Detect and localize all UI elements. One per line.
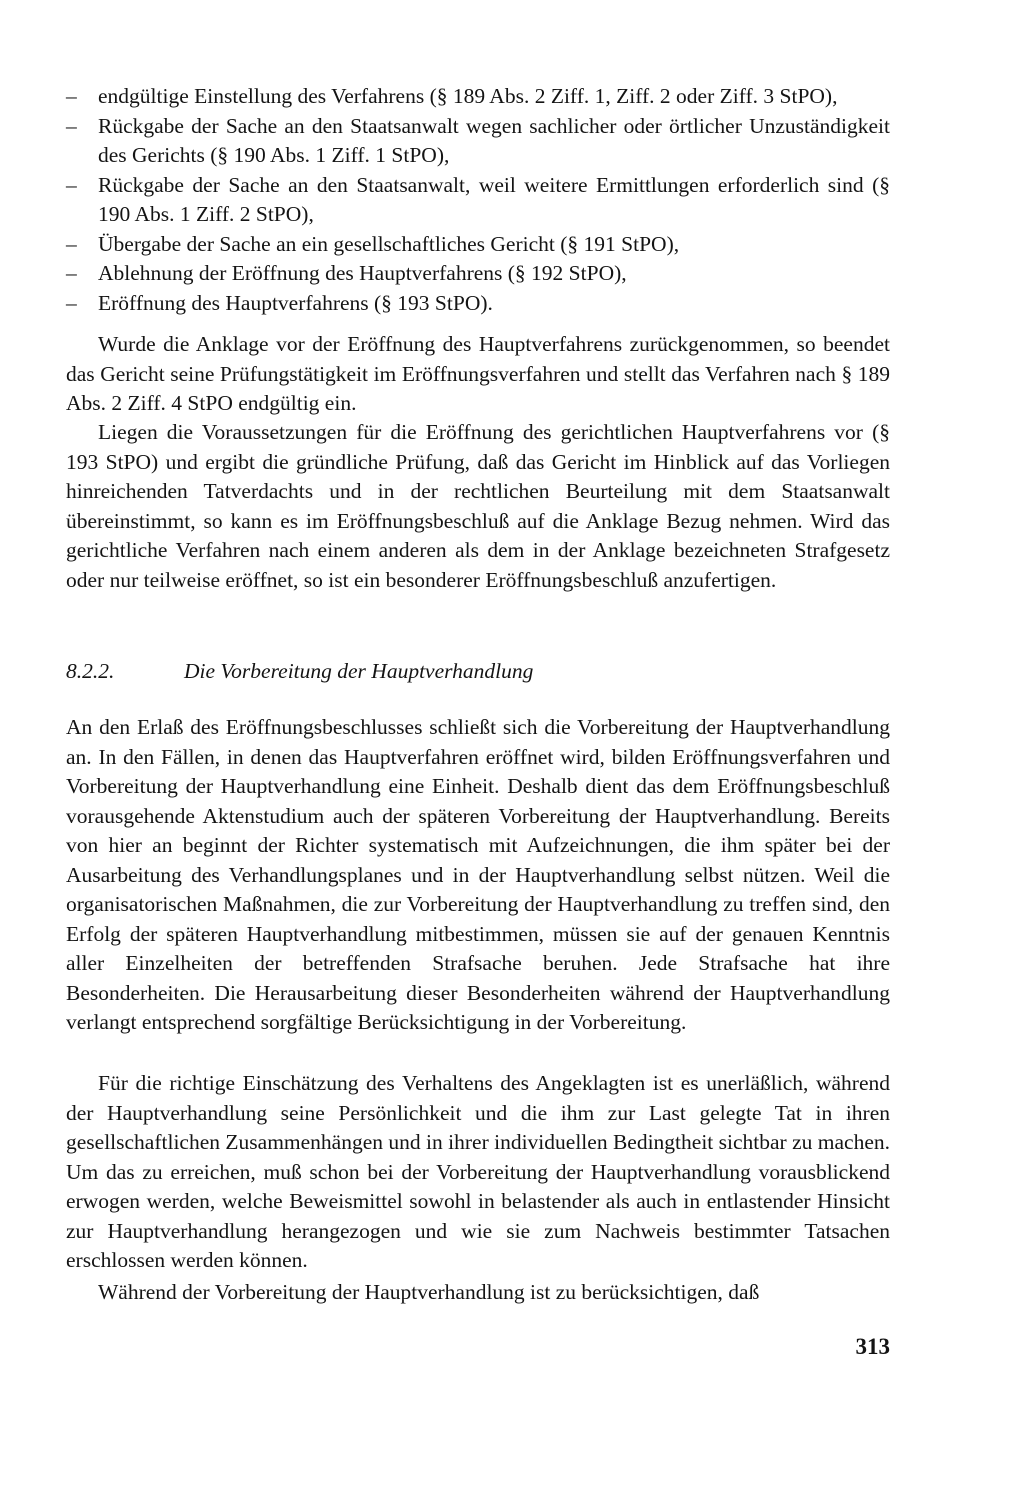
list-item-text: Ablehnung der Eröffnung des Hauptverfahrens (§ 192 StPO), [98, 261, 627, 285]
list-dash: – [66, 290, 77, 315]
list-item-text: Übergabe der Sache an ein gesellschaftliches Gericht (§ 191 StPO), [98, 231, 680, 256]
list-item [66, 289, 890, 319]
list-item [66, 259, 890, 289]
list-item [66, 171, 890, 230]
list-item-text: endgültige Einstellung des Verfahrens (§ 189 Abs. 2 Ziff. 1, Ziff. 2 oder Ziff. 3 StPO), [98, 84, 838, 108]
list-item [66, 82, 890, 112]
list-item [66, 230, 890, 260]
section-number: 8.2.2. [66, 659, 115, 683]
list-dash: – [66, 231, 77, 256]
list-item-text: Eröffnung des Hauptverfahrens (§ 193 StPO). [98, 290, 493, 315]
decision-list [66, 82, 890, 318]
page-number: 313 [855, 1334, 890, 1359]
list-dash: – [66, 84, 77, 108]
list-item [66, 112, 890, 171]
list-item-text: Rückgabe der Sache an den Staatsanwalt wegen sachlicher oder örtlicher Unzuständigkeit des Gerichts (§ 190 Abs. 1 Ziff. 1 StPO), [98, 113, 890, 167]
paragraph-assessment: Für die richtige Einschätzung des Verhaltens des Angeklagten ist es unerläßlich, während der Hauptverhandlung seine Persönlichkeit und die ihm zur Last gelegte Tat in ihren gesellschaftlichen Zusammenhängen und in ihrer individuellen Bedingtheit sichtbar zu machen. Um das zu erreichen, muß schon bei der Vorbereitung der Hauptverhandlung vorausblickend erwogen werden, welche Beweismittel sowohl in belastender als auch in entlastender Hinsicht zur Hauptverhandlung herangezogen und wie sie zum Nachweis bestimmter Tatsachen erschlossen werden können. [66, 1071, 890, 1272]
paragraph-consideration: Während der Vorbereitung der Hauptverhandlung ist zu berücksichtigen, daß [98, 1280, 760, 1304]
paragraph-preparation: An den Erlaß des Eröffnungsbeschlusses schließt sich die Vorbereitung der Hauptverhandlung an. In den Fällen, in denen das Hauptverfahren eröffnet wird, bilden Eröffnungsverfahren und Vorbereitung der Hauptverhandlung eine Einheit. Deshalb dient das dem Eröffnungsbeschluß vorausgehende Aktenstudium auch der späteren Vorbereitung der Hauptverhandlung. Bereits von hier an beginnt der Richter systematisch mit Aufzeichnungen, die ihm später bei der Ausarbeitung des Verhandlungsplanes und in der Hauptverhandlung selbst nützen. Weil die organisatorischen Maßnahmen, die zur Vorbereitung der Hauptverhandlung zu treffen sind, den Erfolg der späteren Hauptverhandlung mitbestimmen, müssen sie auf der genauen Kenntnis aller Einzelheiten der betreffenden Strafsache beruhen. Jede Strafsache hat ihre Besonderheiten. Die Herausarbeitung dieser Besonderheiten während der Hauptverhandlung verlangt entsprechend sorgfältige Berücksichtigung in der Vorbereitung. [66, 715, 890, 1034]
paragraph-opening-decision: Liegen die Voraussetzungen für die Eröffnung des gerichtlichen Hauptverfahrens vor (§ 193 StPO) und ergibt die gründliche Prüfung, daß das Gericht im Hinblick auf das Vorliegen hinreichenden Tatverdachts und in der rechtlichen Beurteilung mit dem Staatsanwalt übereinstimmt, so kann es im Eröffnungsbeschluß auf die Anklage Bezug nehmen. Wird das gerichtliche Verfahren nach einem anderen als dem in der Anklage bezeichneten Strafgesetz oder nur teilweise eröffnet, so ist ein besonderer Eröffnungsbeschluß anzufertigen. [66, 420, 890, 592]
list-item-text: Rückgabe der Sache an den Staatsanwalt, weil weitere Ermittlungen erforderlich sind (§ 190 Abs. 1 Ziff. 2 StPO), [98, 172, 890, 226]
list-dash: – [66, 113, 77, 138]
list-dash: – [66, 261, 77, 285]
list-dash: – [66, 172, 77, 197]
paragraph-withdrawal: Wurde die Anklage vor der Eröffnung des Hauptverfahrens zurückgenommen, so beendet das Gericht seine Prüfungstätigkeit im Eröffnungsverfahren und stellt das Verfahren nach § 189 Abs. 2 Ziff. 4 StPO endgültig ein. [66, 332, 890, 415]
section-title: Die Vorbereitung der Hauptverhandlung [184, 659, 534, 683]
